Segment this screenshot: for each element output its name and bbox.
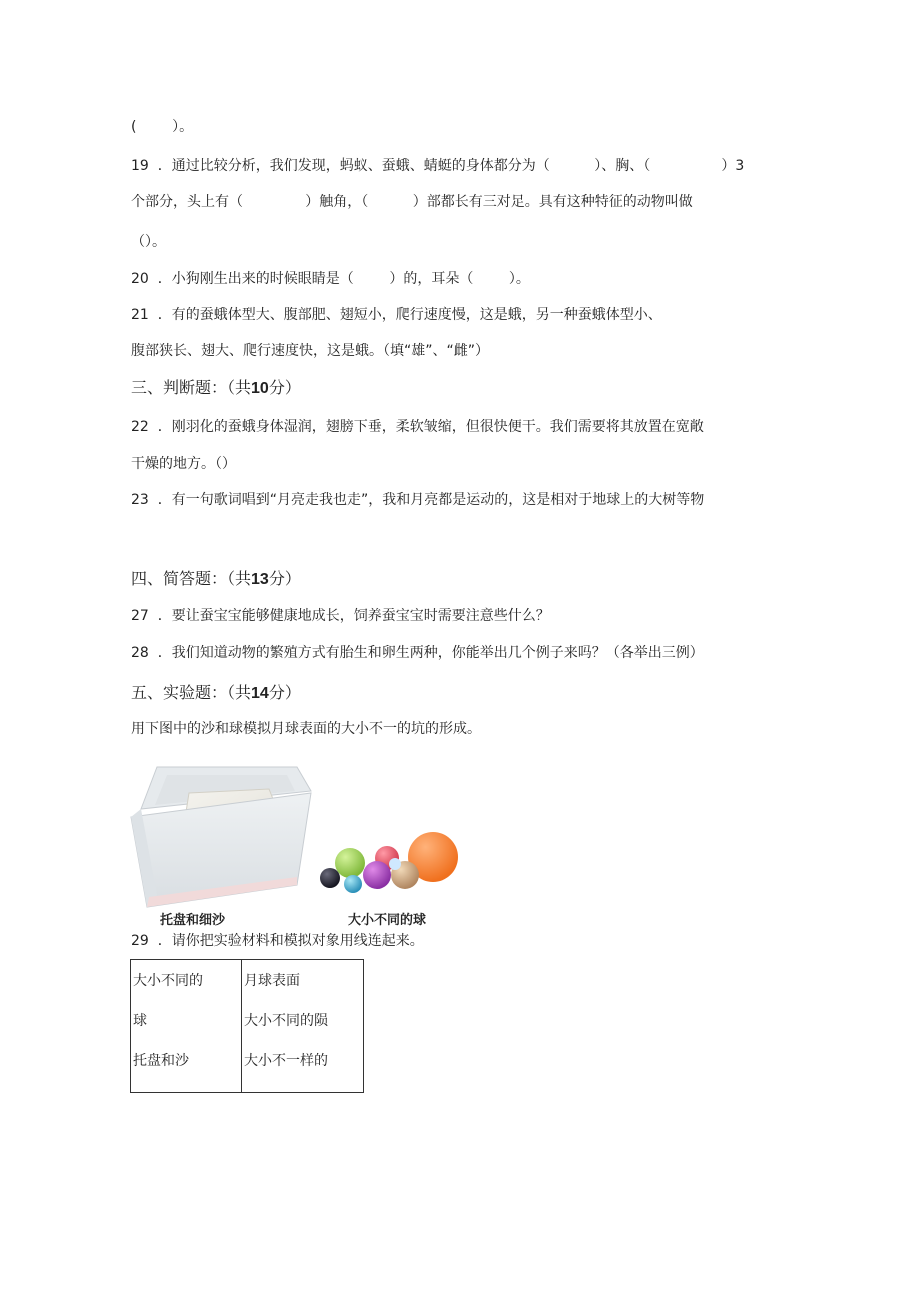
matching-table [130,959,364,1093]
assorted-balls-image [315,825,465,903]
question-28: 28 ．我们知道动物的繁殖方式有胎生和卵生两种，你能举出几个例子来吗？（各举出三例） [131,645,704,661]
table-cell: 大小不一样的 [244,1053,328,1069]
targets-column [242,960,364,1093]
section-5-heading: 五、实验题：（共14分） [131,683,301,702]
question-22-line-2: 干燥的地方。（） [131,456,236,472]
question-20: 20 ．小狗刚生出来的时候眼睛是（ ）的，耳朵（ ）。 [131,271,530,287]
tray-with-sand-image [129,765,315,913]
question-21-line-1: 21 ．有的蚕蛾体型大、腹部肥、翅短小，爬行速度慢，这是蛾，另一种蚕蛾体型小、 [131,307,662,323]
question-21-line-2: 腹部狭长、翅大、爬行速度快，这是蛾。（填“雄”、“雌”） [131,343,490,359]
tray-caption: 托盘和细沙 [160,913,226,928]
question-19-line-1: 19 ．通过比较分析，我们发现，蚂蚁、蚕蛾、蜻蜓的身体都分为（ ）、胸、（ ）3 [131,158,745,174]
table-cell: 大小不同的 [133,973,203,989]
section-4-heading: 四、简答题：（共13分） [131,569,301,588]
question-27: 27 ．要让蚕宝宝能够健康地成长，饲养蚕宝宝时需要注意些什么？ [131,608,550,624]
question-19-line-3: （）。 [131,234,166,250]
text-line-fragment: ( ）。 [131,119,194,135]
question-22-line-1: 22 ．刚羽化的蚕蛾身体湿润，翅膀下垂，柔软皱缩，但很快便干。我们需要将其放置在宽敞 [131,419,704,435]
table-row [131,960,364,1093]
table-cell: 大小不同的陨 [244,1013,328,1029]
question-23: 23 ．有一句歌词唱到“月亮走我也走”，我和月亮都是运动的，这是相对于地球上的大树等物 [131,492,705,508]
materials-column [131,960,242,1093]
experiment-intro: 用下图中的沙和球模拟月球表面的大小不一的坑的形成。 [131,721,481,737]
table-cell: 托盘和沙 [133,1053,189,1069]
table-cell: 月球表面 [244,973,300,989]
balls-caption: 大小不同的球 [348,913,427,928]
table-cell: 球 [133,1013,147,1029]
question-19-line-2: 个部分，头上有（ ）触角，（ ）部都长有三对足。具有这种特征的动物叫做 [131,194,693,210]
question-29: 29 ．请你把实验材料和模拟对象用线连起来。 [131,933,424,949]
section-3-heading: 三、判断题：（共10分） [131,378,301,397]
